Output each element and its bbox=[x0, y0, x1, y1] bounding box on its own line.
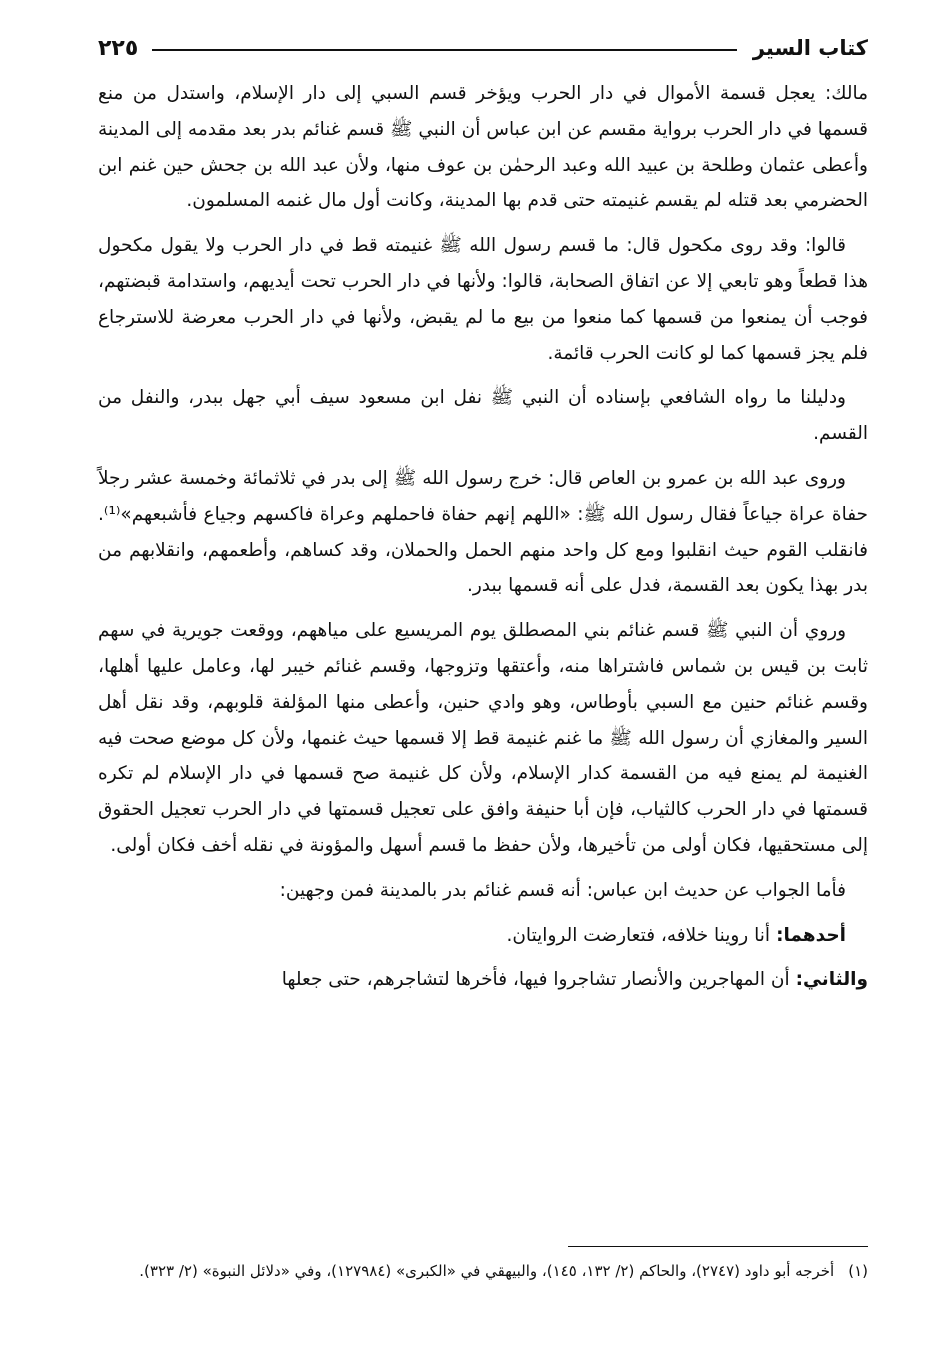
footnote bbox=[98, 1256, 868, 1286]
paragraph-text: ودليلنا ما رواه الشافعي بإسناده أن النبي ﷺ نفل ابن مسعود سيف أبي جهل ببدر، والنفل من القسم. bbox=[98, 387, 868, 445]
paragraph-text: وروي أن النبي ﷺ قسم غنائم بني المصطلق يوم المريسيع على مياههم، ووقعت جويرية في سهم ثابت بن قيس بن شماس فاشتراها منه، وأعتقها وتزوجها، وقسم غنائم خيبر لها، وعامل عليها أهلها، وقسم غنائم حنين مع السبي بأوطاس، وهو وادي حنين، وأعطى منها المؤلفة قلوبهم، وقد نقل أهل السير والمغازي أن رسول الله ﷺ ما غنم غنيمة قط إلا قسمها حيث غنمها، ولأن كل موضع صحت فيه الغنيمة لم يمنع فيه من القسمة كدار الإسلام، ولأن كل غنيمة صح قسمها في دار الإسلام لم تكره قسمتها في دار الحرب كالثياب، فإن أبا حنيفة وافق على تعجيل قسمتها في دار الحرب تعجيل الحقوق إلى مستحقيها، فكان أولى من تأخيرها، ولأن حفظ ما قسم أسهل والمؤونة في نقله أخف فكان أولى. bbox=[98, 620, 868, 856]
footnote-text: أخرجه أبو داود (٢٧٤٧)، والحاكم (٢/ ١٣٢، ١٤٥)، والبيهقي في «الكبرى» (١٢٧٩٨٤)، وفي «دلائل النبوة» (٢/ ٣٢٣). bbox=[139, 1262, 835, 1280]
paragraph-lead: أحدهما: bbox=[776, 924, 846, 946]
paragraph-4 bbox=[98, 461, 868, 604]
body-text bbox=[98, 76, 868, 998]
running-title: كتاب السير bbox=[752, 36, 868, 60]
paragraph-6 bbox=[98, 873, 868, 909]
paragraph-7 bbox=[98, 918, 868, 954]
paragraph-text: وروى عبد الله بن عمرو بن العاص قال: خرج رسول الله ﷺ إلى بدر في ثلاثمائة وخمسة عشر رجلاً حفاة عراة جياعاً فقال رسول الله ﷺ: «اللهم إنهم حفاة فاحملهم وعراة فاكسهم وجياع فأشبعهم»⁽¹⁾. فانقلب القوم حيث انقلبوا ومع كل واحد منهم الحمل والحملان، وقد كساهم، وأطعمهم، وانقلابهم من بدر بهذا يكون بعد القسمة، فدل على أنه قسمها ببدر. bbox=[98, 467, 868, 597]
paragraph-text: قالوا: وقد روى مكحول قال: ما قسم رسول الله ﷺ غنيمته قط في دار الحرب ولا يقول مكحول هذا قطعاً وهو تابعي إلا عن اتفاق الصحابة، قالوا: ولأنها في دار الحرب تحت أيديهم، واستدامة قبضتهم، فوجب أن يمنعوا من قسمها كما منعوا من بيع ما لم يقبض، ولأنها في دار الحرب معرضة للاسترجاع فلم يجز قسمها كما لو كانت الحرب قائمة. bbox=[98, 235, 868, 364]
paragraph-text: أنا روينا خلافه، فتعارضت الروايتان. bbox=[506, 924, 771, 946]
page-number: ٢٢٥ bbox=[98, 35, 139, 61]
paragraph-text: أن المهاجرين والأنصار تشاجروا فيها، فأخرها لتشاجرهم، حتى جعلها bbox=[281, 969, 790, 991]
footnote-rule bbox=[568, 1246, 868, 1247]
footnote-number: (١) bbox=[848, 1262, 868, 1280]
page-header bbox=[98, 28, 868, 68]
paragraph-text: مالك: يعجل قسمة الأموال في دار الحرب ويؤخر قسم السبي إلى دار الإسلام، واستدل من منع قسمها في دار الحرب برواية مقسم عن ابن عباس أن النبي ﷺ قسم غنائم بدر بعد مقدمه إلى المدينة وأعطى عثمان وطلحة بن عبيد الله وعبد الرحمٰن بن عوف منها، ولأن عبد الله بن جحش حين غنم ابن الحضرمي بعد قتله لم يقسم غنيمته حتى قدم بها المدينة، وكانت أول مال غنمه المسلمون. bbox=[98, 83, 868, 212]
paragraph-2 bbox=[98, 228, 868, 371]
header-rule bbox=[152, 49, 737, 51]
paragraph-lead: والثاني: bbox=[795, 969, 868, 991]
paragraph-1 bbox=[98, 76, 868, 219]
paragraph-8 bbox=[98, 962, 868, 998]
paragraph-text: فأما الجواب عن حديث ابن عباس: أنه قسم غنائم بدر بالمدينة فمن وجهين: bbox=[279, 879, 846, 901]
paragraph-3 bbox=[98, 380, 868, 452]
paragraph-5 bbox=[98, 613, 868, 864]
